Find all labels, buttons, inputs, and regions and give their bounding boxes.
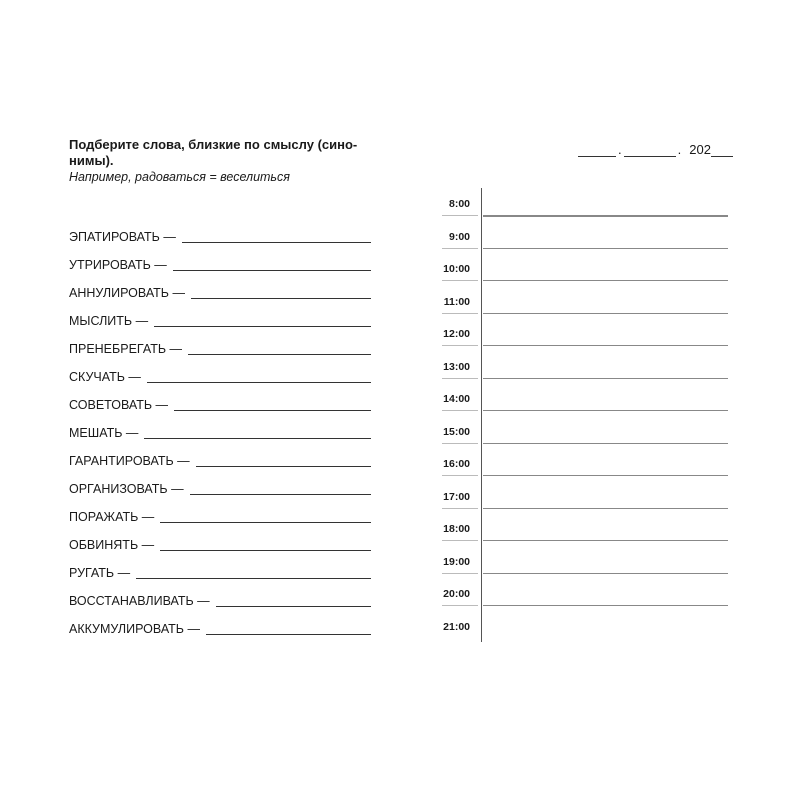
- answer-line[interactable]: [174, 398, 371, 411]
- hour-row: [428, 318, 728, 351]
- word-label: ГАРАНТИРОВАТЬ —: [69, 454, 190, 468]
- hour-row: [428, 448, 728, 481]
- date-year-blank[interactable]: [711, 142, 733, 157]
- hourly-schedule: [428, 188, 728, 642]
- hour-note-line[interactable]: [483, 410, 728, 411]
- exercise-example: Например, радоваться = веселиться: [69, 170, 290, 184]
- hour-note-line[interactable]: [483, 540, 728, 541]
- word-row: [69, 441, 371, 469]
- hour-divider: [442, 443, 478, 444]
- answer-line[interactable]: [160, 538, 371, 551]
- hour-label: 13:00: [443, 360, 470, 373]
- hour-label: 17:00: [443, 490, 470, 503]
- word-row: [69, 525, 371, 553]
- hour-divider: [442, 508, 478, 509]
- word-row: [69, 357, 371, 385]
- hour-divider: [442, 605, 478, 606]
- word-label: МЫСЛИТЬ —: [69, 314, 149, 328]
- hour-row: [428, 578, 728, 611]
- hour-label: 14:00: [443, 393, 470, 405]
- hour-label: 9:00: [448, 230, 470, 243]
- hour-note-line[interactable]: [483, 605, 728, 606]
- hour-note-line[interactable]: [483, 215, 728, 216]
- answer-line[interactable]: [136, 566, 371, 579]
- hour-label: 8:00: [448, 198, 470, 210]
- hour-row: [428, 286, 728, 319]
- hour-row: [428, 383, 728, 416]
- answer-line[interactable]: [160, 510, 371, 523]
- hour-row: [428, 351, 728, 384]
- hour-label: 12:00: [443, 328, 470, 340]
- hour-row: [428, 253, 728, 286]
- word-row: [69, 469, 371, 497]
- answer-line[interactable]: [182, 230, 371, 243]
- answer-line[interactable]: [191, 286, 371, 299]
- date-day-blank[interactable]: [578, 142, 616, 157]
- hour-note-line[interactable]: [483, 573, 728, 574]
- word-row: [69, 581, 371, 609]
- answer-line[interactable]: [206, 622, 371, 635]
- word-row: [69, 553, 371, 581]
- hour-label: 18:00: [443, 523, 470, 535]
- date-month-blank[interactable]: [624, 142, 676, 157]
- word-row: [69, 385, 371, 413]
- word-label: АННУЛИРОВАТЬ —: [69, 286, 185, 300]
- hour-label: 20:00: [443, 588, 470, 600]
- answer-line[interactable]: [147, 370, 371, 383]
- word-label: ВОССТАНАВЛИВАТЬ —: [69, 594, 210, 608]
- answer-line[interactable]: [144, 426, 371, 439]
- hour-row: [428, 221, 728, 254]
- word-label: ОБВИНЯТЬ —: [69, 538, 155, 552]
- word-row: [69, 273, 371, 301]
- word-label: ПОРАЖАТЬ —: [69, 510, 155, 524]
- hour-divider: [442, 215, 478, 216]
- answer-line[interactable]: [196, 454, 371, 467]
- hour-divider: [442, 410, 478, 411]
- exercise-title: Подберите слова, близкие по смыслу (сино- нимы).: [69, 137, 358, 168]
- word-row: [69, 301, 371, 329]
- hour-note-line[interactable]: [483, 508, 728, 509]
- date-separator-2: .: [677, 142, 682, 157]
- word-row: [69, 497, 371, 525]
- hour-note-line[interactable]: [483, 248, 728, 249]
- word-label: МЕШАТЬ —: [69, 426, 139, 440]
- hour-divider: [442, 475, 478, 476]
- hour-row: [428, 611, 728, 644]
- hour-row: [428, 481, 728, 514]
- date-field: [578, 142, 733, 157]
- hour-row: [428, 546, 728, 579]
- answer-line[interactable]: [190, 482, 371, 495]
- word-label: СОВЕТОВАТЬ —: [69, 398, 169, 412]
- hour-label: 10:00: [443, 263, 470, 275]
- hour-label: 16:00: [443, 458, 470, 470]
- answer-line[interactable]: [188, 342, 371, 355]
- hour-note-line[interactable]: [483, 475, 728, 476]
- hour-label: 21:00: [443, 620, 470, 633]
- word-row: [69, 329, 371, 357]
- word-label: РУГАТЬ —: [69, 566, 131, 580]
- word-label: ПРЕНЕБРЕГАТЬ —: [69, 342, 183, 356]
- answer-line[interactable]: [154, 314, 371, 327]
- answer-line[interactable]: [173, 258, 371, 271]
- word-label: АККУМУЛИРОВАТЬ —: [69, 622, 200, 636]
- word-row: [69, 217, 371, 245]
- answer-line[interactable]: [216, 594, 371, 607]
- hour-divider: [442, 540, 478, 541]
- synonym-list: [69, 217, 371, 637]
- date-year-prefix: 202: [689, 142, 711, 157]
- hour-label: 19:00: [443, 555, 470, 568]
- hour-divider: [442, 280, 478, 281]
- word-label: УТРИРОВАТЬ —: [69, 258, 167, 272]
- word-label: ЭПАТИРОВАТЬ —: [69, 230, 176, 244]
- word-label: ОРГАНИЗОВАТЬ —: [69, 482, 184, 496]
- word-label: СКУЧАТЬ —: [69, 370, 141, 384]
- hour-row: [428, 188, 728, 221]
- hour-note-line[interactable]: [483, 443, 728, 444]
- hour-note-line[interactable]: [483, 313, 728, 314]
- date-separator: .: [618, 142, 622, 157]
- word-row: [69, 609, 371, 637]
- hour-label: 11:00: [443, 295, 470, 308]
- hour-row: [428, 513, 728, 546]
- hour-divider: [442, 313, 478, 314]
- hour-label: 15:00: [443, 425, 470, 438]
- hour-note-line[interactable]: [483, 345, 728, 346]
- hour-note-line[interactable]: [483, 280, 728, 281]
- hour-row: [428, 416, 728, 449]
- hour-divider: [442, 345, 478, 346]
- hour-note-line[interactable]: [483, 378, 728, 379]
- word-row: [69, 413, 371, 441]
- hour-divider: [442, 573, 478, 574]
- hour-divider: [442, 378, 478, 379]
- hour-divider: [442, 248, 478, 249]
- word-row: [69, 245, 371, 273]
